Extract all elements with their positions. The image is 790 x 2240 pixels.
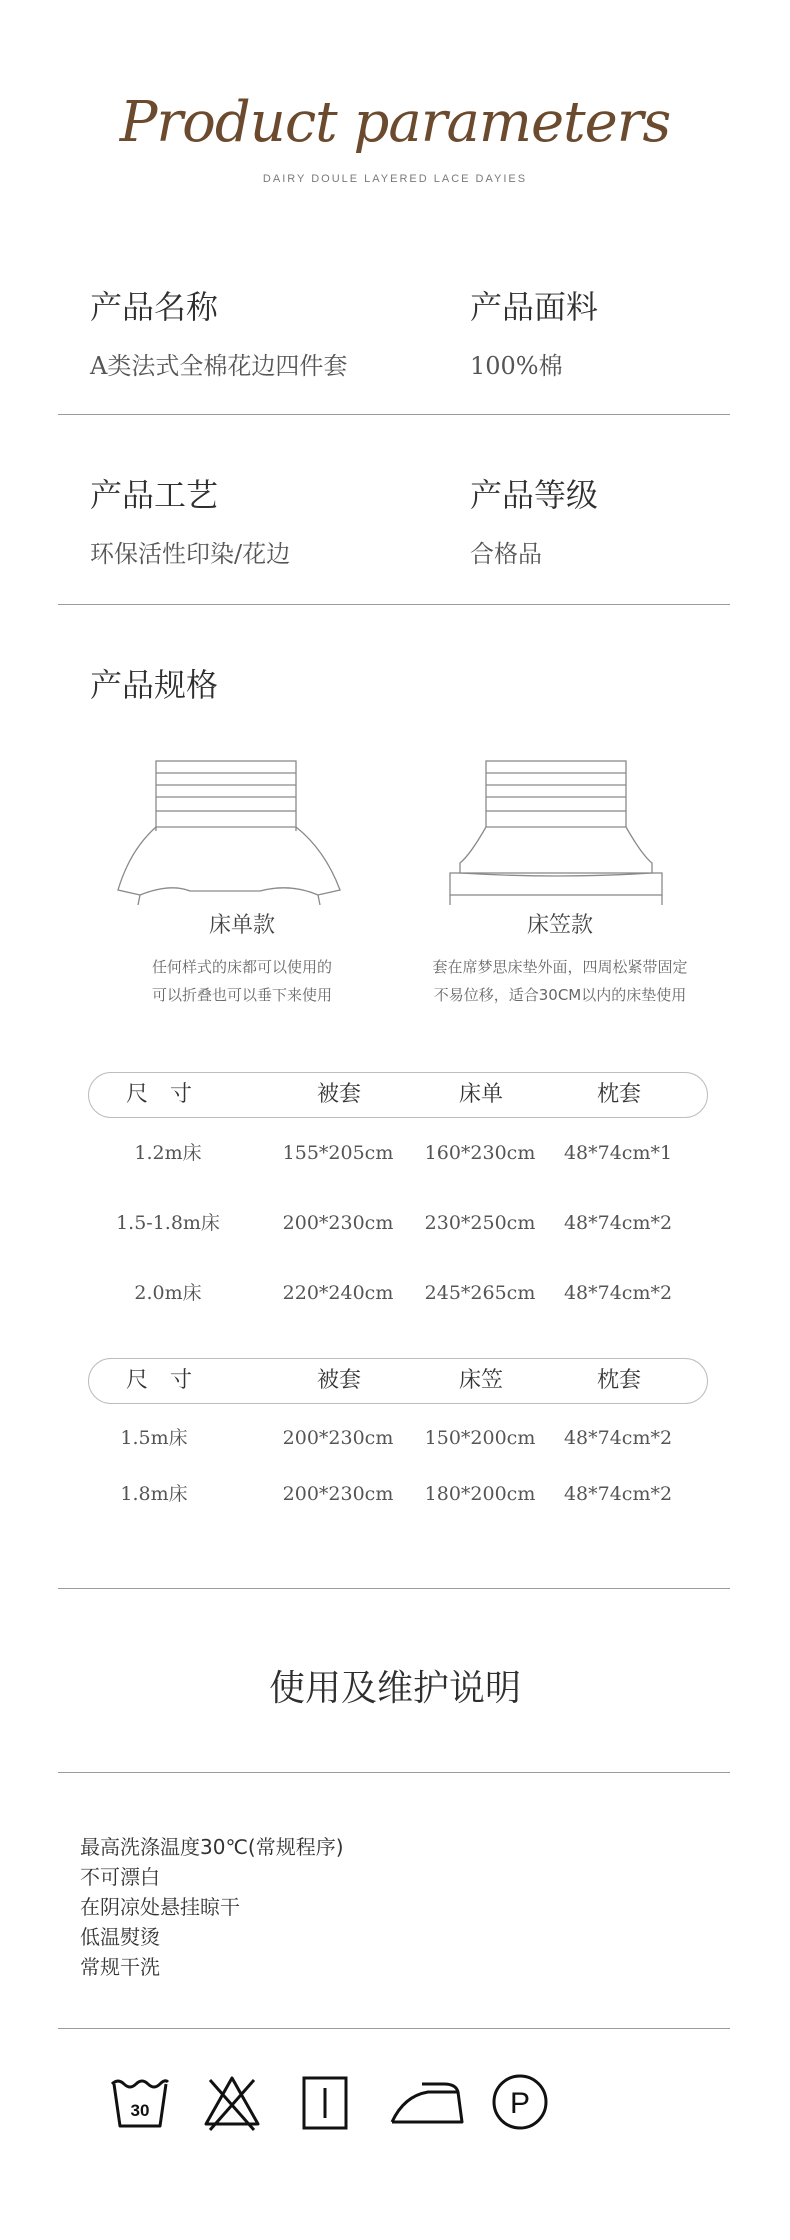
- divider: [58, 2028, 730, 2029]
- param-value: 环保活性印染/花边: [90, 540, 291, 568]
- script-title: Product parameters: [119, 90, 671, 155]
- care-item: 低温熨烫: [80, 1925, 160, 1949]
- care-item: 在阴凉处悬挂晾干: [80, 1895, 240, 1919]
- flat-sheet-desc: [92, 953, 392, 1009]
- divider: [58, 414, 730, 415]
- table-cell: 1.2m床: [134, 1142, 202, 1164]
- table-cell: 48*74cm*2: [563, 1212, 673, 1234]
- flat-sheet-desc-line: 可以折叠也可以垂下来使用: [151, 986, 332, 1004]
- fitted-sheet-desc-line: 套在席梦思床垫外面，四周松紧带固定: [432, 958, 688, 976]
- table-cell: 48*74cm*2: [563, 1427, 673, 1449]
- table-cell: 2.0m床: [134, 1282, 202, 1304]
- care-item: 不可漂白: [80, 1865, 160, 1889]
- header-cell: 被套: [316, 1368, 362, 1393]
- fitted-sheet-caption: [410, 908, 710, 1009]
- dry-clean-label: P: [509, 2087, 531, 2120]
- divider: [58, 1588, 730, 1589]
- table-cell: 200*230cm: [282, 1212, 394, 1234]
- param-value: 合格品: [470, 540, 542, 568]
- table-cell: 155*205cm: [282, 1142, 394, 1164]
- wash-temp-label: 30: [130, 2101, 150, 2120]
- param-label: 产品面料: [470, 288, 599, 326]
- table-cell: 48*74cm*2: [563, 1282, 673, 1304]
- table-cell: 48*74cm*2: [563, 1483, 673, 1505]
- header-cell: 床单: [458, 1082, 504, 1107]
- care-icons: [0, 2070, 790, 2150]
- flat-sheet-name: 床单款: [208, 913, 275, 938]
- table-cell: 200*230cm: [282, 1427, 394, 1449]
- flat-sheet-bed-icon: [110, 755, 350, 905]
- care-item: 常规干洗: [80, 1955, 160, 1979]
- table-cell: 150*200cm: [424, 1427, 536, 1449]
- table-cell: 220*240cm: [282, 1282, 394, 1304]
- param-value: A类法式全棉花边四件套: [90, 352, 348, 380]
- param-process: [90, 470, 290, 569]
- fitted-sheet-desc: [410, 953, 710, 1009]
- wash-30-icon: [108, 2070, 172, 2134]
- param-grade: [470, 470, 598, 569]
- spec-title: 产品规格: [90, 666, 219, 704]
- table-row: [88, 1118, 708, 1188]
- low-iron-icon: [382, 2070, 472, 2134]
- table-cell: 1.8m床: [120, 1483, 188, 1505]
- hang-dry-icon: [298, 2070, 358, 2134]
- divider: [58, 604, 730, 605]
- table-header: [88, 1358, 708, 1404]
- table-cell: 245*265cm: [424, 1282, 536, 1304]
- table-cell: 1.5m床: [120, 1427, 188, 1449]
- flat-sheet-desc-line: 任何样式的床都可以使用的: [151, 958, 332, 976]
- header-cell: 尺 寸: [125, 1082, 193, 1107]
- param-label: 产品工艺: [90, 476, 219, 514]
- table-cell: 48*74cm*1: [563, 1142, 673, 1164]
- table-row: [88, 1466, 708, 1522]
- param-value: 100%棉: [470, 352, 563, 380]
- fitted-sheet-desc-line: 不易位移，适合30CM以内的床垫使用: [433, 986, 687, 1004]
- table-cell: 1.5-1.8m床: [116, 1212, 220, 1234]
- table-cell: 230*250cm: [424, 1212, 536, 1234]
- table-row: [88, 1410, 708, 1466]
- fitted-sheet-bed-icon: [440, 755, 680, 905]
- header-cell: 床笠: [458, 1368, 504, 1393]
- param-product-name: [90, 282, 347, 381]
- no-bleach-icon: [200, 2070, 264, 2134]
- header: [0, 90, 790, 185]
- size-table-flat: [88, 1072, 708, 1328]
- param-label: 产品名称: [90, 288, 219, 326]
- care-title: 使用及维护说明: [268, 1668, 521, 1709]
- divider: [58, 1772, 730, 1773]
- fitted-sheet-name: 床笠款: [526, 913, 593, 938]
- header-cell: 尺 寸: [125, 1368, 193, 1393]
- table-cell: 200*230cm: [282, 1483, 394, 1505]
- flat-sheet-caption: [92, 908, 392, 1009]
- header-cell: 枕套: [596, 1082, 642, 1107]
- header-cell: 枕套: [596, 1368, 642, 1393]
- table-row: [88, 1258, 708, 1328]
- size-table-fitted: [88, 1358, 708, 1522]
- subtitle: DAIRY DOULE LAYERED LACE DAYIES: [262, 173, 528, 185]
- table-cell: 160*230cm: [424, 1142, 536, 1164]
- table-row: [88, 1188, 708, 1258]
- care-item: 最高洗涤温度30℃(常规程序): [80, 1835, 344, 1859]
- header-cell: 被套: [316, 1082, 362, 1107]
- table-cell: 180*200cm: [424, 1483, 536, 1505]
- care-list: [80, 1832, 344, 1982]
- param-label: 产品等级: [470, 476, 599, 514]
- dry-clean-p-icon: [488, 2070, 552, 2134]
- param-fabric: [470, 282, 598, 381]
- table-header: [88, 1072, 708, 1118]
